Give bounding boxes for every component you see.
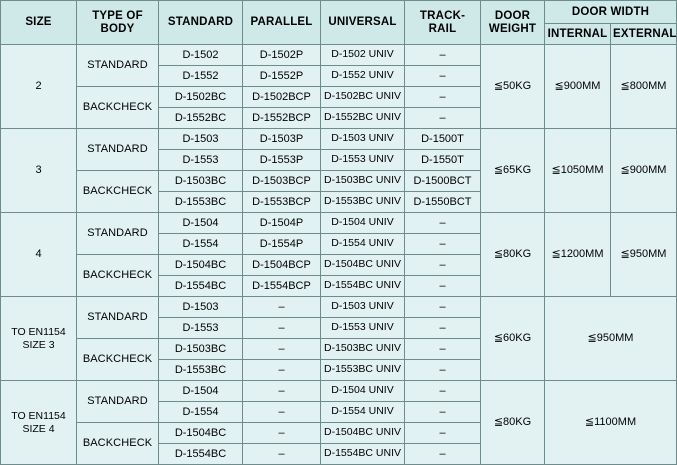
cell-size: 3 xyxy=(1,129,77,213)
cell-universal: D-1554BC UNIV xyxy=(321,276,405,297)
cell-parallel: D-1552P xyxy=(243,66,321,87)
cell-track-rail: – xyxy=(405,108,481,129)
cell-parallel: – xyxy=(243,360,321,381)
cell-universal: D-1552BC UNIV xyxy=(321,108,405,129)
header-universal: UNIVERSAL xyxy=(321,1,405,45)
cell-parallel: – xyxy=(243,318,321,339)
cell-body-type: STANDARD xyxy=(77,45,159,87)
header-parallel: PARALLEL xyxy=(243,1,321,45)
cell-standard: D-1553BC xyxy=(159,360,243,381)
cell-track-rail: – xyxy=(405,339,481,360)
cell-body-type: BACKCHECK xyxy=(77,87,159,129)
cell-standard: D-1552BC xyxy=(159,108,243,129)
cell-track-rail: D-1500BCT xyxy=(405,171,481,192)
cell-size xyxy=(1,381,77,465)
cell-track-rail: – xyxy=(405,66,481,87)
cell-universal: D-1554BC UNIV xyxy=(321,444,405,465)
cell-standard: D-1504 xyxy=(159,381,243,402)
cell-track-rail: D-1550T xyxy=(405,150,481,171)
cell-body-type: STANDARD xyxy=(77,381,159,423)
cell-door-width-external: ≦900MM xyxy=(611,129,677,213)
cell-universal: D-1554 UNIV xyxy=(321,234,405,255)
header-track-rail: TRACK-RAIL xyxy=(405,1,481,45)
cell-door-weight: ≦50KG xyxy=(481,45,545,129)
cell-universal: D-1504BC UNIV xyxy=(321,423,405,444)
table-body xyxy=(1,45,677,465)
cell-track-rail: D-1550BCT xyxy=(405,192,481,213)
cell-track-rail: – xyxy=(405,87,481,108)
header-door-width: DOOR WIDTH xyxy=(545,1,677,24)
cell-door-width-external: ≦950MM xyxy=(611,213,677,297)
cell-track-rail: – xyxy=(405,444,481,465)
table-row xyxy=(1,381,677,402)
cell-body-type: BACKCHECK xyxy=(77,171,159,213)
cell-universal: D-1552 UNIV xyxy=(321,66,405,87)
cell-standard: D-1553BC xyxy=(159,192,243,213)
cell-track-rail: – xyxy=(405,318,481,339)
cell-track-rail: D-1500T xyxy=(405,129,481,150)
cell-size-line2: SIZE 4 xyxy=(22,422,55,435)
header-type-of-body-line1: TYPE OF xyxy=(92,9,143,22)
cell-parallel: D-1503BCP xyxy=(243,171,321,192)
cell-standard: D-1553 xyxy=(159,318,243,339)
cell-parallel: – xyxy=(243,381,321,402)
cell-track-rail: – xyxy=(405,381,481,402)
cell-universal: D-1504 UNIV xyxy=(321,213,405,234)
cell-body-type: BACKCHECK xyxy=(77,339,159,381)
cell-parallel: D-1504BCP xyxy=(243,255,321,276)
header-size: SIZE xyxy=(1,1,77,45)
cell-standard: D-1552 xyxy=(159,66,243,87)
cell-universal: D-1503BC UNIV xyxy=(321,171,405,192)
cell-size: 4 xyxy=(1,213,77,297)
header-internal: INTERNAL xyxy=(545,24,611,45)
cell-universal: D-1502BC UNIV xyxy=(321,87,405,108)
cell-body-type: STANDARD xyxy=(77,213,159,255)
cell-size: 2 xyxy=(1,45,77,129)
cell-parallel: D-1554BCP xyxy=(243,276,321,297)
cell-standard: D-1503 xyxy=(159,297,243,318)
cell-track-rail: – xyxy=(405,297,481,318)
cell-parallel: D-1502BCP xyxy=(243,87,321,108)
cell-parallel: – xyxy=(243,402,321,423)
cell-door-weight: ≦60KG xyxy=(481,297,545,381)
cell-size xyxy=(1,297,77,381)
cell-standard: D-1554 xyxy=(159,402,243,423)
cell-parallel: D-1553BCP xyxy=(243,192,321,213)
cell-standard: D-1504BC xyxy=(159,423,243,444)
cell-universal: D-1553BC UNIV xyxy=(321,360,405,381)
cell-universal: D-1554 UNIV xyxy=(321,402,405,423)
cell-track-rail: – xyxy=(405,402,481,423)
header-door-weight-line2: WEIGHT xyxy=(488,22,537,35)
table-header xyxy=(1,1,677,45)
cell-door-width-internal: ≦1050MM xyxy=(545,129,611,213)
cell-door-width-internal: ≦1200MM xyxy=(545,213,611,297)
cell-standard: D-1504BC xyxy=(159,255,243,276)
cell-size-line1: TO EN1154 xyxy=(11,410,66,423)
cell-track-rail: – xyxy=(405,45,481,66)
cell-standard: D-1503BC xyxy=(159,339,243,360)
cell-standard: D-1554BC xyxy=(159,444,243,465)
header-door-weight-line1: DOOR xyxy=(494,9,531,22)
cell-parallel: D-1554P xyxy=(243,234,321,255)
cell-size-line1: TO EN1154 xyxy=(11,326,66,339)
cell-door-weight: ≦80KG xyxy=(481,213,545,297)
cell-standard: D-1503 xyxy=(159,129,243,150)
cell-parallel: – xyxy=(243,339,321,360)
cell-parallel: D-1552BCP xyxy=(243,108,321,129)
cell-size-line2: SIZE 3 xyxy=(22,338,55,351)
cell-standard: D-1553 xyxy=(159,150,243,171)
cell-standard: D-1554 xyxy=(159,234,243,255)
cell-standard: D-1502BC xyxy=(159,87,243,108)
cell-body-type: STANDARD xyxy=(77,129,159,171)
cell-universal: D-1504 UNIV xyxy=(321,381,405,402)
cell-parallel: – xyxy=(243,423,321,444)
cell-parallel: D-1504P xyxy=(243,213,321,234)
cell-track-rail: – xyxy=(405,255,481,276)
cell-track-rail: – xyxy=(405,213,481,234)
cell-parallel: D-1553P xyxy=(243,150,321,171)
table-row xyxy=(1,129,677,150)
cell-door-width-internal: ≦900MM xyxy=(545,45,611,129)
cell-door-weight: ≦65KG xyxy=(481,129,545,213)
cell-door-width-merged: ≦950MM xyxy=(545,297,677,381)
cell-track-rail: – xyxy=(405,423,481,444)
header-door-weight xyxy=(481,1,545,45)
cell-body-type: STANDARD xyxy=(77,297,159,339)
cell-universal: D-1503 UNIV xyxy=(321,297,405,318)
table-row xyxy=(1,213,677,234)
header-type-of-body-line2: BODY xyxy=(100,22,135,35)
cell-track-rail: – xyxy=(405,276,481,297)
cell-body-type: BACKCHECK xyxy=(77,255,159,297)
cell-parallel: D-1502P xyxy=(243,45,321,66)
cell-track-rail: – xyxy=(405,234,481,255)
cell-universal: D-1503 UNIV xyxy=(321,129,405,150)
header-type-of-body xyxy=(77,1,159,45)
cell-standard: D-1504 xyxy=(159,213,243,234)
cell-universal: D-1502 UNIV xyxy=(321,45,405,66)
cell-door-width-external: ≦800MM xyxy=(611,45,677,129)
cell-universal: D-1503BC UNIV xyxy=(321,339,405,360)
cell-door-width-merged: ≦1100MM xyxy=(545,381,677,465)
header-standard: STANDARD xyxy=(159,1,243,45)
cell-parallel: – xyxy=(243,297,321,318)
cell-universal: D-1553 UNIV xyxy=(321,150,405,171)
cell-track-rail: – xyxy=(405,360,481,381)
header-external: EXTERNAL xyxy=(611,24,677,45)
cell-standard: D-1554BC xyxy=(159,276,243,297)
table-row xyxy=(1,45,677,66)
cell-parallel: – xyxy=(243,444,321,465)
cell-universal: D-1553BC UNIV xyxy=(321,192,405,213)
cell-universal: D-1553 UNIV xyxy=(321,318,405,339)
cell-standard: D-1502 xyxy=(159,45,243,66)
cell-door-weight: ≦80KG xyxy=(481,381,545,465)
cell-body-type: BACKCHECK xyxy=(77,423,159,465)
cell-parallel: D-1503P xyxy=(243,129,321,150)
cell-universal: D-1504BC UNIV xyxy=(321,255,405,276)
table-row xyxy=(1,297,677,318)
cell-standard: D-1503BC xyxy=(159,171,243,192)
header-row-primary xyxy=(1,1,677,24)
